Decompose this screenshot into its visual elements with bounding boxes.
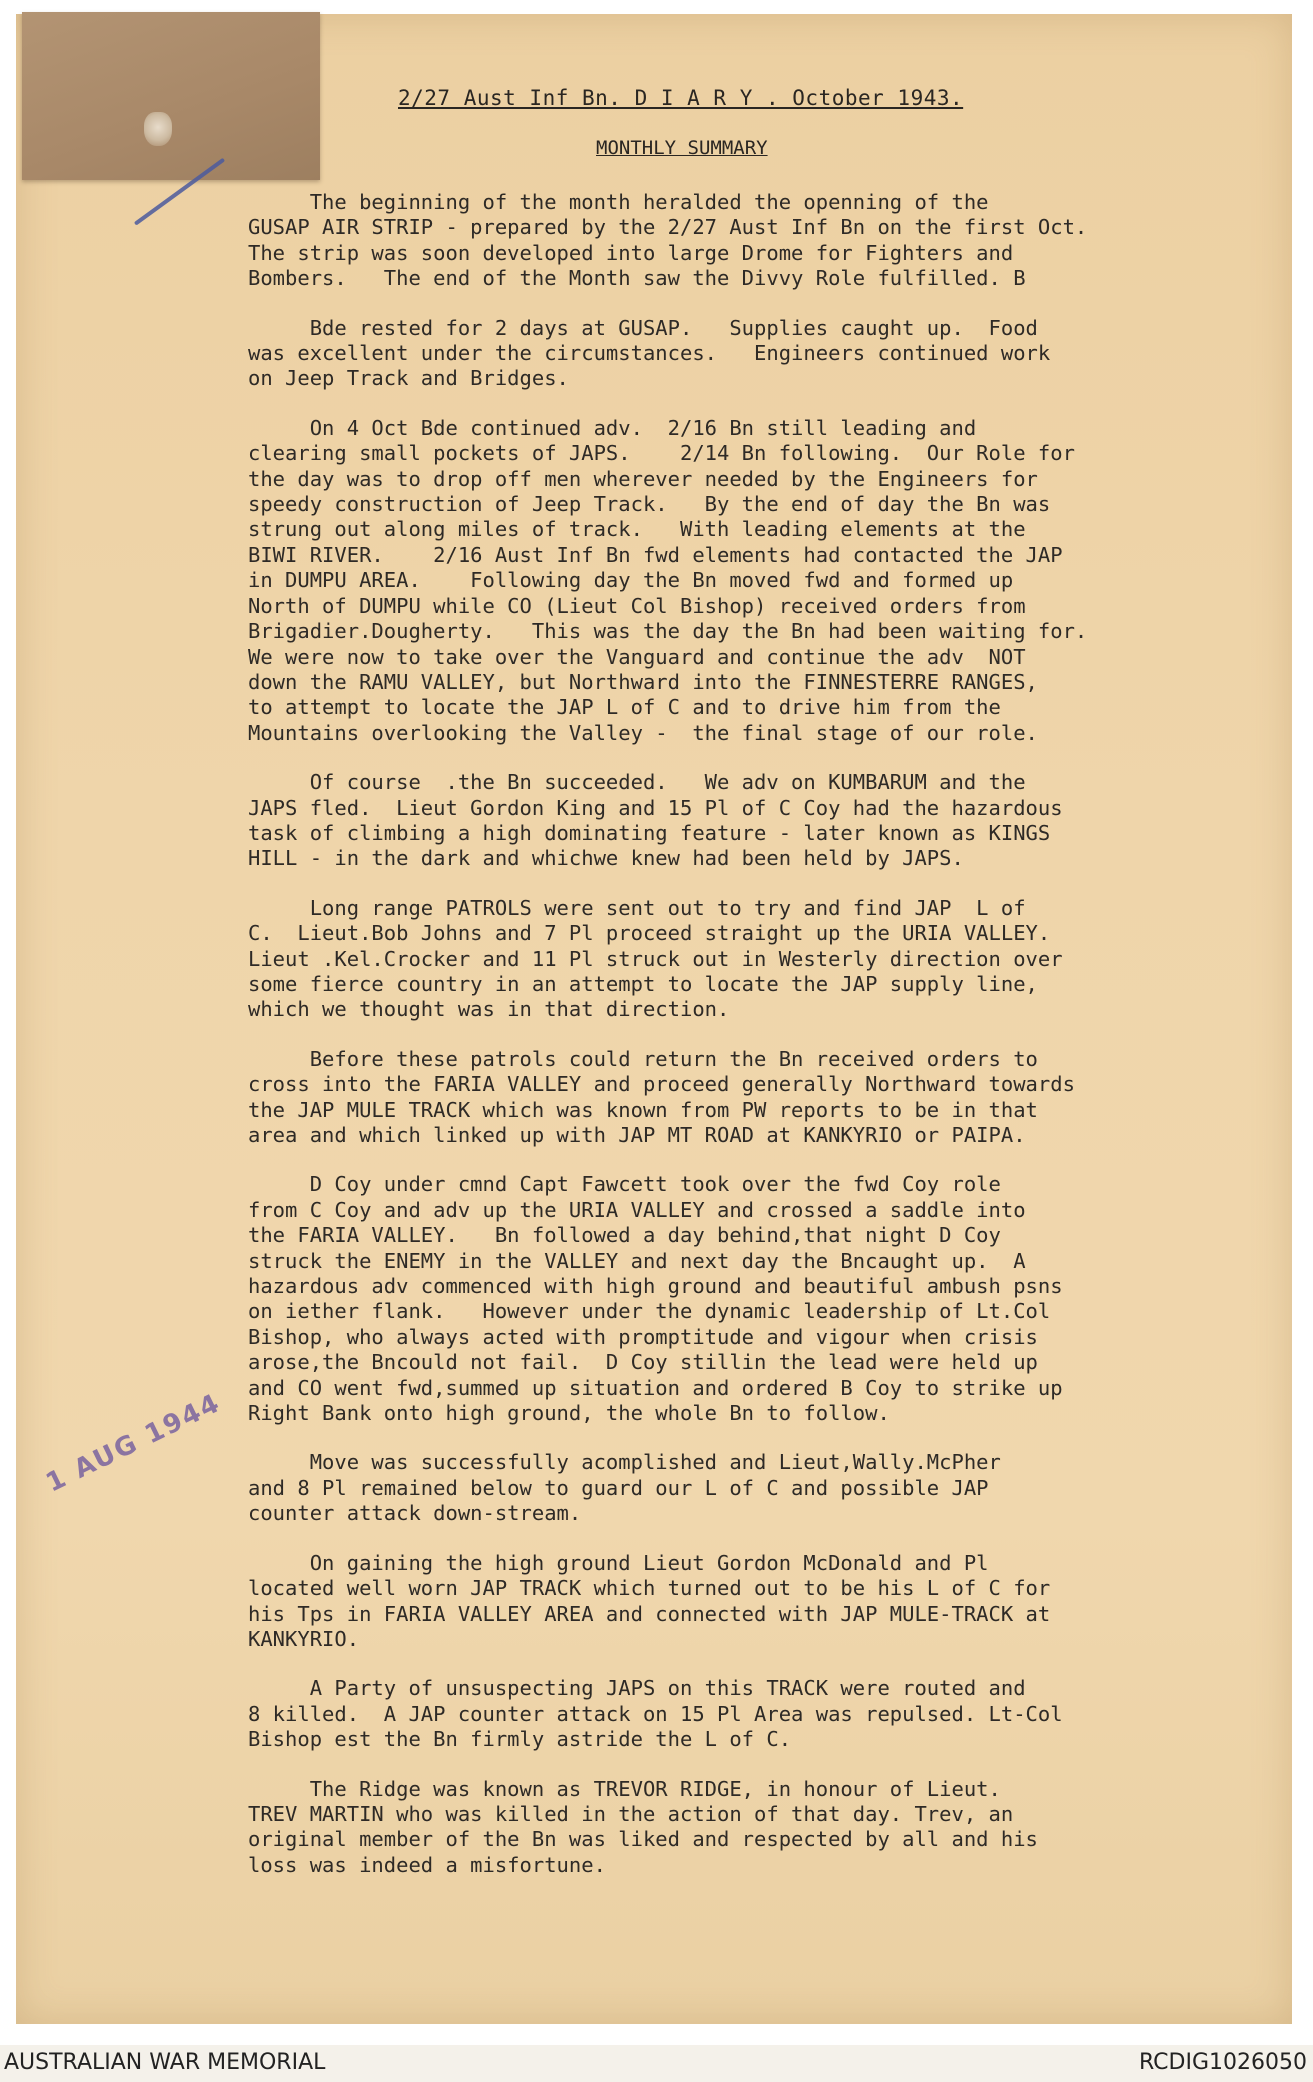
diary-body <box>248 190 1288 1902</box>
text-line: On 4 Oct Bde continued adv. 2/16 Bn still leading and <box>248 415 977 440</box>
text-line: counter attack down-stream. <box>248 1501 582 1526</box>
paragraph <box>248 190 1288 292</box>
date-stamp: 1 AUG 1944 <box>41 1388 226 1499</box>
text-line: located well worn JAP TRACK which turned out to be his L of C for <box>248 1576 1051 1601</box>
text-line: speedy construction of Jeep Track. By the end of day the Bn was <box>248 492 1051 517</box>
text-line: 8 killed. A JAP counter attack on 15 Pl Area was repulsed. Lt-Col <box>248 1701 1063 1726</box>
text-line: was excellent under the circumstances. Engineers continued work <box>248 341 1051 366</box>
text-line: On gaining the high ground Lieut Gordon McDonald and Pl <box>248 1550 989 1575</box>
paragraph <box>248 1450 1288 1526</box>
text-line: the FARIA VALLEY. Bn followed a day behind,that night D Coy <box>248 1223 1001 1248</box>
text-line: Brigadier.Dougherty. This was the day the Bn had been waiting for. <box>248 619 1088 644</box>
paragraph <box>248 770 1288 872</box>
text-line: HILL - in the dark and whichwe knew had been held by JAPS. <box>248 846 964 871</box>
text-line: Bombers. The end of the Month saw the Divvy Role fulfilled. B <box>248 266 1026 291</box>
text-line: from C Coy and adv up the URIA VALLEY and crossed a saddle into <box>248 1197 1026 1222</box>
text-line: The Ridge was known as TREVOR RIDGE, in honour of Lieut. <box>248 1776 1001 1801</box>
text-line: struck the ENEMY in the VALLEY and next day the Bncaught up. A <box>248 1248 1026 1273</box>
text-line: clearing small pockets of JAPS. 2/14 Bn following. Our Role for <box>248 441 1075 466</box>
text-line: loss was indeed a misfortune. <box>248 1852 606 1877</box>
text-line: Before these patrols could return the Bn received orders to <box>248 1046 1038 1071</box>
section-title: MONTHLY SUMMARY <box>596 137 768 159</box>
text-line: JAPS fled. Lieut Gordon King and 15 Pl of C Coy had the hazardous <box>248 795 1063 820</box>
text-line: cross into the FARIA VALLEY and proceed generally Northward towards <box>248 1072 1075 1097</box>
text-line: Mountains overlooking the Valley - the final stage of our role. <box>248 720 1038 745</box>
text-line: The strip was soon developed into large Drome for Fighters and <box>248 240 1014 265</box>
paragraph <box>248 896 1288 1023</box>
paragraph <box>248 1551 1288 1653</box>
text-line: the JAP MULE TRACK which was known from PW reports to be in that <box>248 1097 1038 1122</box>
text-line: to attempt to locate the JAP L of C and to drive him from the <box>248 695 1001 720</box>
paragraph <box>248 1777 1288 1879</box>
text-line: on Jeep Track and Bridges. <box>248 366 569 391</box>
text-line: KANKYRIO. <box>248 1626 360 1651</box>
text-line: D Coy under cmnd Capt Fawcett took over the fwd Coy role <box>248 1172 1001 1197</box>
text-line: C. Lieut.Bob Johns and 7 Pl proceed straight up the URIA VALLEY. <box>248 921 1051 946</box>
text-line: area and which linked up with JAP MT ROAD at KANKYRIO or PAIPA. <box>248 1123 1026 1147</box>
text-line: arose,the Bncould not fail. D Coy stillin the lead were held up <box>248 1350 1038 1375</box>
text-line: hazardous adv commenced with high ground and beautiful ambush psns <box>248 1274 1063 1299</box>
tape-corner <box>22 12 320 180</box>
text-line: strung out along miles of track. With leading elements at the <box>248 517 1026 542</box>
text-line: on iether flank. However under the dynamic leadership of Lt.Col <box>248 1299 1051 1324</box>
text-line: North of DUMPU while CO (Lieut Col Bishop) received orders from <box>248 593 1026 618</box>
text-line: some fierce country in an attempt to locate the JAP supply line, <box>248 971 1038 996</box>
text-line: the day was to drop off men wherever needed by the Engineers for <box>248 466 1038 491</box>
paragraph <box>248 316 1288 392</box>
paragraph <box>248 1676 1288 1752</box>
archive-id: RCDIG1026050 <box>1138 2050 1307 2075</box>
text-line: Bishop, who always acted with promptitude and vigour when crisis <box>248 1324 1038 1349</box>
paragraph <box>248 416 1288 746</box>
text-line: Of course .the Bn succeeded. We adv on KUMBARUM and the <box>248 770 1026 795</box>
text-line: down the RAMU VALLEY, but Northward into the FINNESTERRE RANGES, <box>248 669 1038 694</box>
text-line: his Tps in FARIA VALLEY AREA and connected with JAP MULE-TRACK at <box>248 1601 1051 1626</box>
text-line: Lieut .Kel.Crocker and 11 Pl struck out in Westerly direction over <box>248 946 1063 971</box>
text-line: A Party of unsuspecting JAPS on this TRACK were routed and <box>248 1676 1026 1701</box>
text-line: BIWI RIVER. 2/16 Aust Inf Bn fwd elements had contacted the JAP <box>248 542 1063 567</box>
text-line: Bishop est the Bn firmly astride the L of C. <box>248 1727 792 1752</box>
paragraph <box>248 1172 1288 1426</box>
text-line: in DUMPU AREA. Following day the Bn moved fwd and formed up <box>248 568 1014 593</box>
text-line: and CO went fwd,summed up situation and ordered B Coy to strike up <box>248 1375 1063 1400</box>
text-line: Long range PATROLS were sent out to try and find JAP L of <box>248 895 1026 920</box>
text-line: TREV MARTIN who was killed in the action of that day. Trev, an <box>248 1801 1014 1826</box>
text-line: Bde rested for 2 days at GUSAP. Supplies caught up. Food <box>248 315 1038 340</box>
text-line: The beginning of the month heralded the openning of the <box>248 190 989 214</box>
bell-icon <box>144 112 172 146</box>
text-line: task of climbing a high dominating feature - later known as KINGS <box>248 820 1051 845</box>
text-line: and 8 Pl remained below to guard our L of C and possible JAP <box>248 1475 989 1500</box>
text-line: which we thought was in that direction. <box>248 997 730 1022</box>
text-line: GUSAP AIR STRIP - prepared by the 2/27 Aust Inf Bn on the first Oct. <box>248 215 1088 240</box>
text-line: Move was successfully acomplished and Lieut,Wally.McPher <box>248 1450 1001 1475</box>
text-line: original member of the Bn was liked and respected by all and his <box>248 1827 1038 1852</box>
paragraph <box>248 1047 1288 1149</box>
text-line: Right Bank onto high ground, the whole Bn to follow. <box>248 1401 890 1426</box>
page-title: 2/27 Aust Inf Bn. D I A R Y . October 1943. <box>398 86 964 110</box>
text-line: We were now to take over the Vanguard and continue the adv NOT <box>248 644 1026 669</box>
archive-name: AUSTRALIAN WAR MEMORIAL <box>4 2050 326 2075</box>
